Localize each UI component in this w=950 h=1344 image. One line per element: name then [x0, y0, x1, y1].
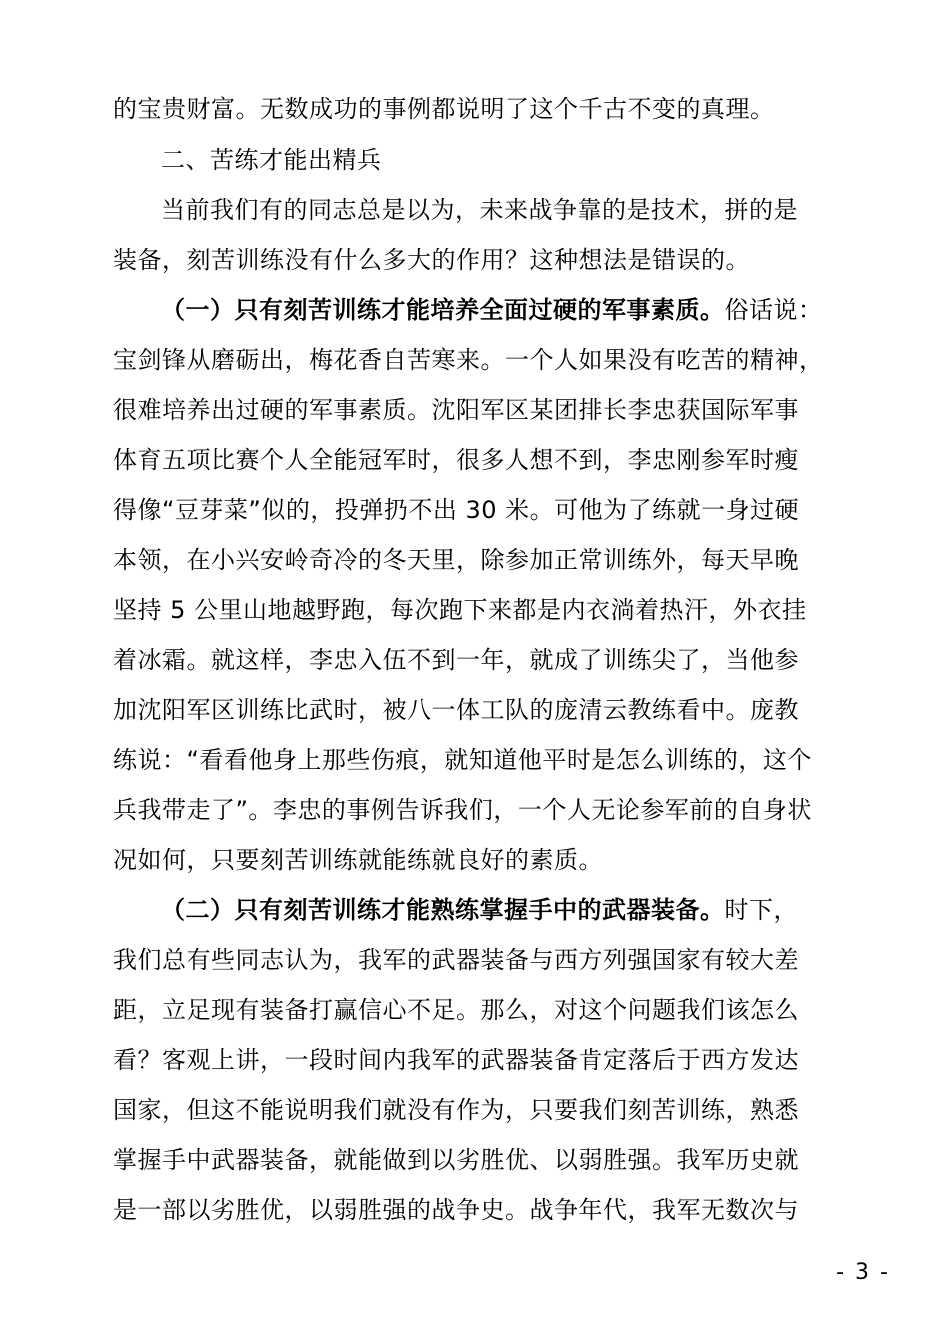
- intro-paragraph-line: 当前我们有的同志总是以为，未来战争靠的是技术，拼的是: [161, 196, 798, 224]
- subsection-2-line: 我们总有些同志认为，我军的武器装备与西方列强国家有较大差: [113, 946, 799, 974]
- subsection-1-heading: （一）只有刻苦训练才能培养全面过硬的军事素质。: [161, 296, 725, 324]
- page-number: - 3 -: [836, 1260, 890, 1285]
- subsection-1-line: 很难培养出过硬的军事素质。沈阳军区某团排长李忠获国际军事: [113, 396, 799, 424]
- paragraph-continuation-line: 的宝贵财富。无数成功的事例都说明了这个千古不变的真理。: [113, 95, 775, 123]
- subsection-1-line: 着冰霜。就这样，李忠入伍不到一年，就成了训练尖了，当他参: [113, 646, 799, 674]
- subsection-1-first-line: [161, 285, 823, 335]
- subsection-2-line: 是一部以劣胜优，以弱胜强的战争史。战争年代，我军无数次与: [113, 1196, 799, 1224]
- subsection-1-line: 体育五项比赛个人全能冠军时，很多人想不到，李忠刚参军时瘦: [113, 446, 799, 474]
- subsection-1-line: 况如何，只要刻苦训练就能练就良好的素质。: [113, 846, 603, 874]
- subsection-2-line: 距，立足现有装备打赢信心不足。那么，对这个问题我们该怎么: [113, 996, 799, 1024]
- subsection-1-line: 坚持 5 公里山地越野跑，每次跑下来都是内衣淌着热汗，外衣挂: [113, 596, 807, 624]
- subsection-1-line: 宝剑锋从磨砺出，梅花香自苦寒来。一个人如果没有吃苦的精神，: [113, 346, 824, 374]
- subsection-2-line: 掌握手中武器装备，就能做到以劣胜优、以弱胜强。我军历史就: [113, 1146, 799, 1174]
- subsection-1-line: 得像“豆芽菜”似的，投弹扔不出 30 米。可他为了练就一身过硬: [113, 496, 800, 524]
- subsection-2-line: 国家，但这不能说明我们就没有作为，只要我们刻苦训练，熟悉: [113, 1096, 799, 1124]
- intro-paragraph-line: 装备，刻苦训练没有什么多大的作用？这种想法是错误的。: [113, 246, 750, 274]
- section-heading: 二、苦练才能出精兵: [161, 146, 382, 174]
- subsection-1-line: 练说：“看看他身上那些伤痕，就知道他平时是怎么训练的，这个: [113, 746, 812, 774]
- subsection-1-line: 兵我带走了”。李忠的事例告诉我们，一个人无论参军前的自身状: [113, 796, 812, 824]
- subsection-1-line: 本领，在小兴安岭奇冷的冬天里，除参加正常训练外，每天早晚: [113, 546, 799, 574]
- subsection-1-first-line-text: 俗话说：: [724, 296, 823, 324]
- subsection-2-first-line-text: 时下，: [724, 896, 798, 924]
- subsection-1-line: 加沈阳军区训练比武时，被八一体工队的庞清云教练看中。庞教: [113, 696, 799, 724]
- subsection-2-heading: （二）只有刻苦训练才能熟练掌握手中的武器装备。: [161, 896, 725, 924]
- subsection-2-line: 看？客观上讲，一段时间内我军的武器装备肯定落后于西方发达: [113, 1046, 799, 1074]
- subsection-2-first-line: [161, 885, 803, 935]
